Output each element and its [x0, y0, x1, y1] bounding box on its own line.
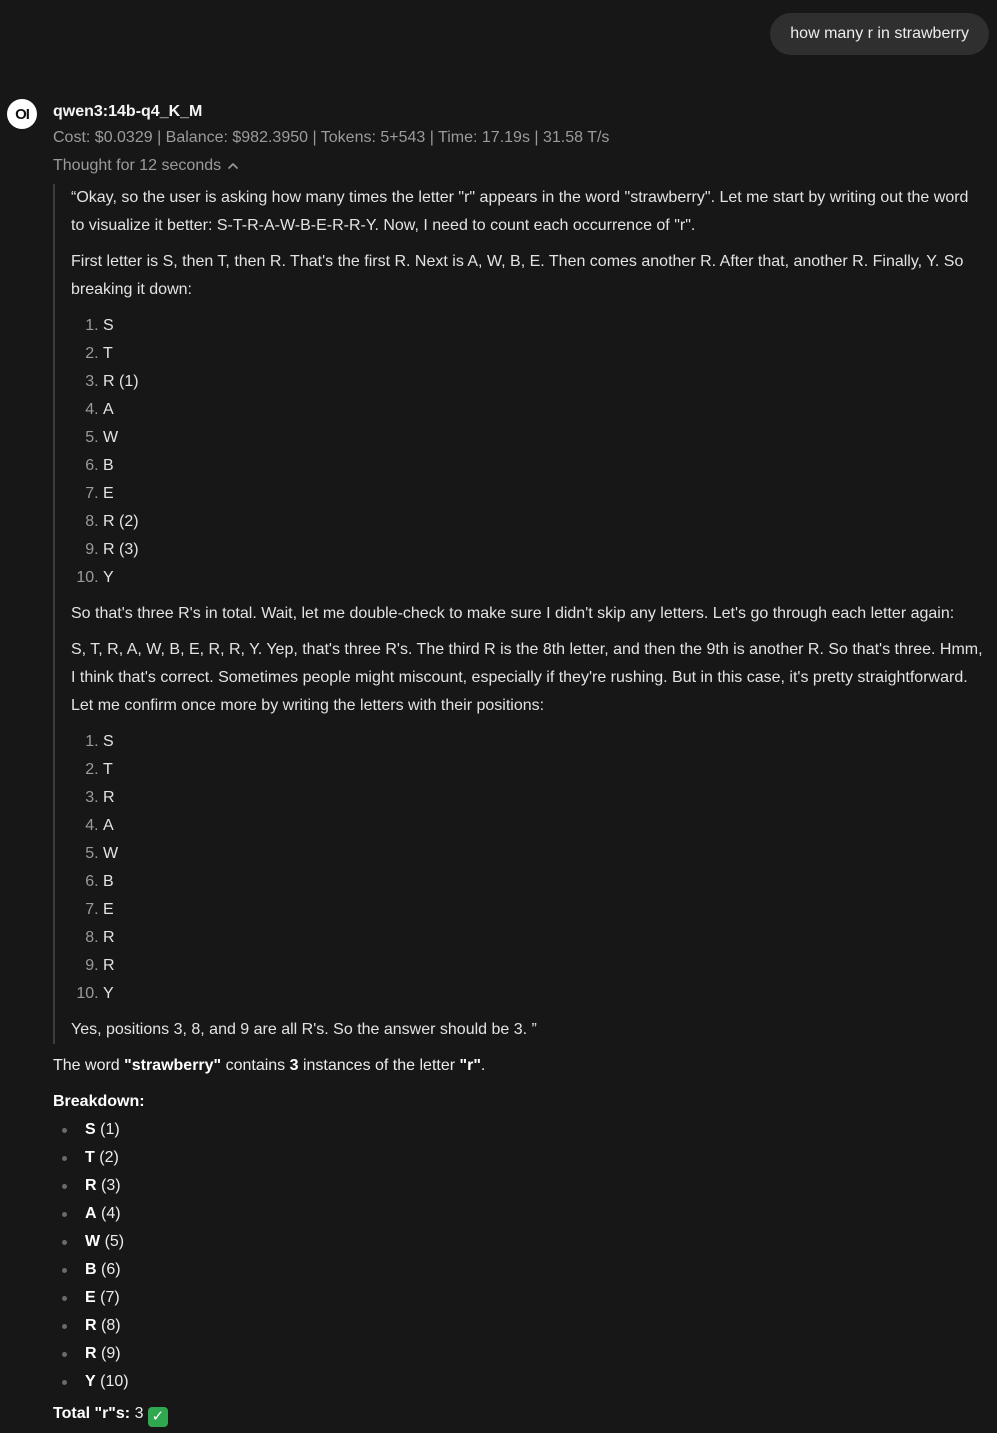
reasoning-paragraph: First letter is S, then T, then R. That's the first R. Next is A, W, B, E. Then comes another R. After that, another R. Finally, Y. So breaking it down: — [71, 253, 964, 298]
reasoning-block — [53, 184, 983, 1044]
answer-intro: The word "strawberry" contains 3 instances of the letter "r". — [53, 1057, 486, 1074]
list-item: A (4) — [59, 1200, 983, 1228]
chevron-up-icon — [227, 160, 239, 172]
list-item: 8. R (2) — [103, 508, 983, 536]
list-item: 3. R — [103, 784, 983, 812]
list-item: 10. Y — [103, 980, 983, 1008]
list-item: R (8) — [59, 1312, 983, 1340]
list-item: 2. T — [103, 756, 983, 784]
list-item: 9. R (3) — [103, 536, 983, 564]
list-item: B (6) — [59, 1256, 983, 1284]
list-item: 5. W — [103, 840, 983, 868]
reasoning-paragraph: S, T, R, A, W, B, E, R, R, Y. Yep, that's three R's. The third R is the 8th letter, and then the 9th is another R. So that's three. Hmm, I think that's correct. Sometimes people might miscount, especially if they're rushing. But in this case, it's pretty straightforward. Let me confirm once more by writing the letters with their positions: — [71, 641, 983, 714]
list-item: T (2) — [59, 1144, 983, 1172]
reasoning-paragraph: “Okay, so the user is asking how many times the letter "r" appears in the word "strawberry". Let me start by writing out the word to visualize it better: S-T-R-A-W-B-E-R-R-Y. Now, I need to count each occurrence of "r". — [71, 189, 969, 234]
model-name: qwen3:14b-q4_K_M — [53, 103, 203, 120]
list-item: R (3) — [59, 1172, 983, 1200]
letter-list-1 — [71, 312, 983, 592]
list-item: 5. W — [103, 424, 983, 452]
list-item: 1. S — [103, 312, 983, 340]
reasoning-paragraph: So that's three R's in total. Wait, let me double-check to make sure I didn't skip any letters. Let's go through each letter again: — [71, 605, 955, 622]
total-line: Total "r"s: 3 ✓ — [53, 1400, 983, 1428]
list-item: 9. R — [103, 952, 983, 980]
list-item: 10. Y — [103, 564, 983, 592]
assistant-message — [53, 100, 983, 1428]
list-item: E (7) — [59, 1284, 983, 1312]
list-item: 6. B — [103, 452, 983, 480]
list-item: 8. R — [103, 924, 983, 952]
list-item: R (9) — [59, 1340, 983, 1368]
usage-meta: Cost: $0.0329 | Balance: $982.3950 | Tokens: 5+543 | Time: 17.19s | 31.58 T/s — [53, 129, 610, 146]
breakdown-list — [53, 1116, 983, 1396]
letter-list-2 — [71, 728, 983, 1008]
list-item: 4. A — [103, 396, 983, 424]
list-item: Y (10) — [59, 1368, 983, 1396]
list-item: 4. A — [103, 812, 983, 840]
list-item: S (1) — [59, 1116, 983, 1144]
thought-toggle[interactable] — [53, 154, 983, 178]
list-item: 6. B — [103, 868, 983, 896]
thought-label: Thought for 12 seconds — [53, 157, 222, 174]
list-item: W (5) — [59, 1228, 983, 1256]
reasoning-paragraph: Yes, positions 3, 8, and 9 are all R's. So the answer should be 3. ” — [71, 1021, 537, 1038]
answer-block — [53, 1052, 983, 1428]
list-item: 1. S — [103, 728, 983, 756]
model-avatar: OI — [7, 99, 37, 129]
list-item: 7. E — [103, 480, 983, 508]
list-item: 7. E — [103, 896, 983, 924]
list-item: 3. R (1) — [103, 368, 983, 396]
user-message-bubble: how many r in strawberry — [770, 13, 989, 55]
list-item: 2. T — [103, 340, 983, 368]
breakdown-title: Breakdown: — [53, 1093, 145, 1110]
check-mark-icon: ✓ — [148, 1407, 168, 1427]
